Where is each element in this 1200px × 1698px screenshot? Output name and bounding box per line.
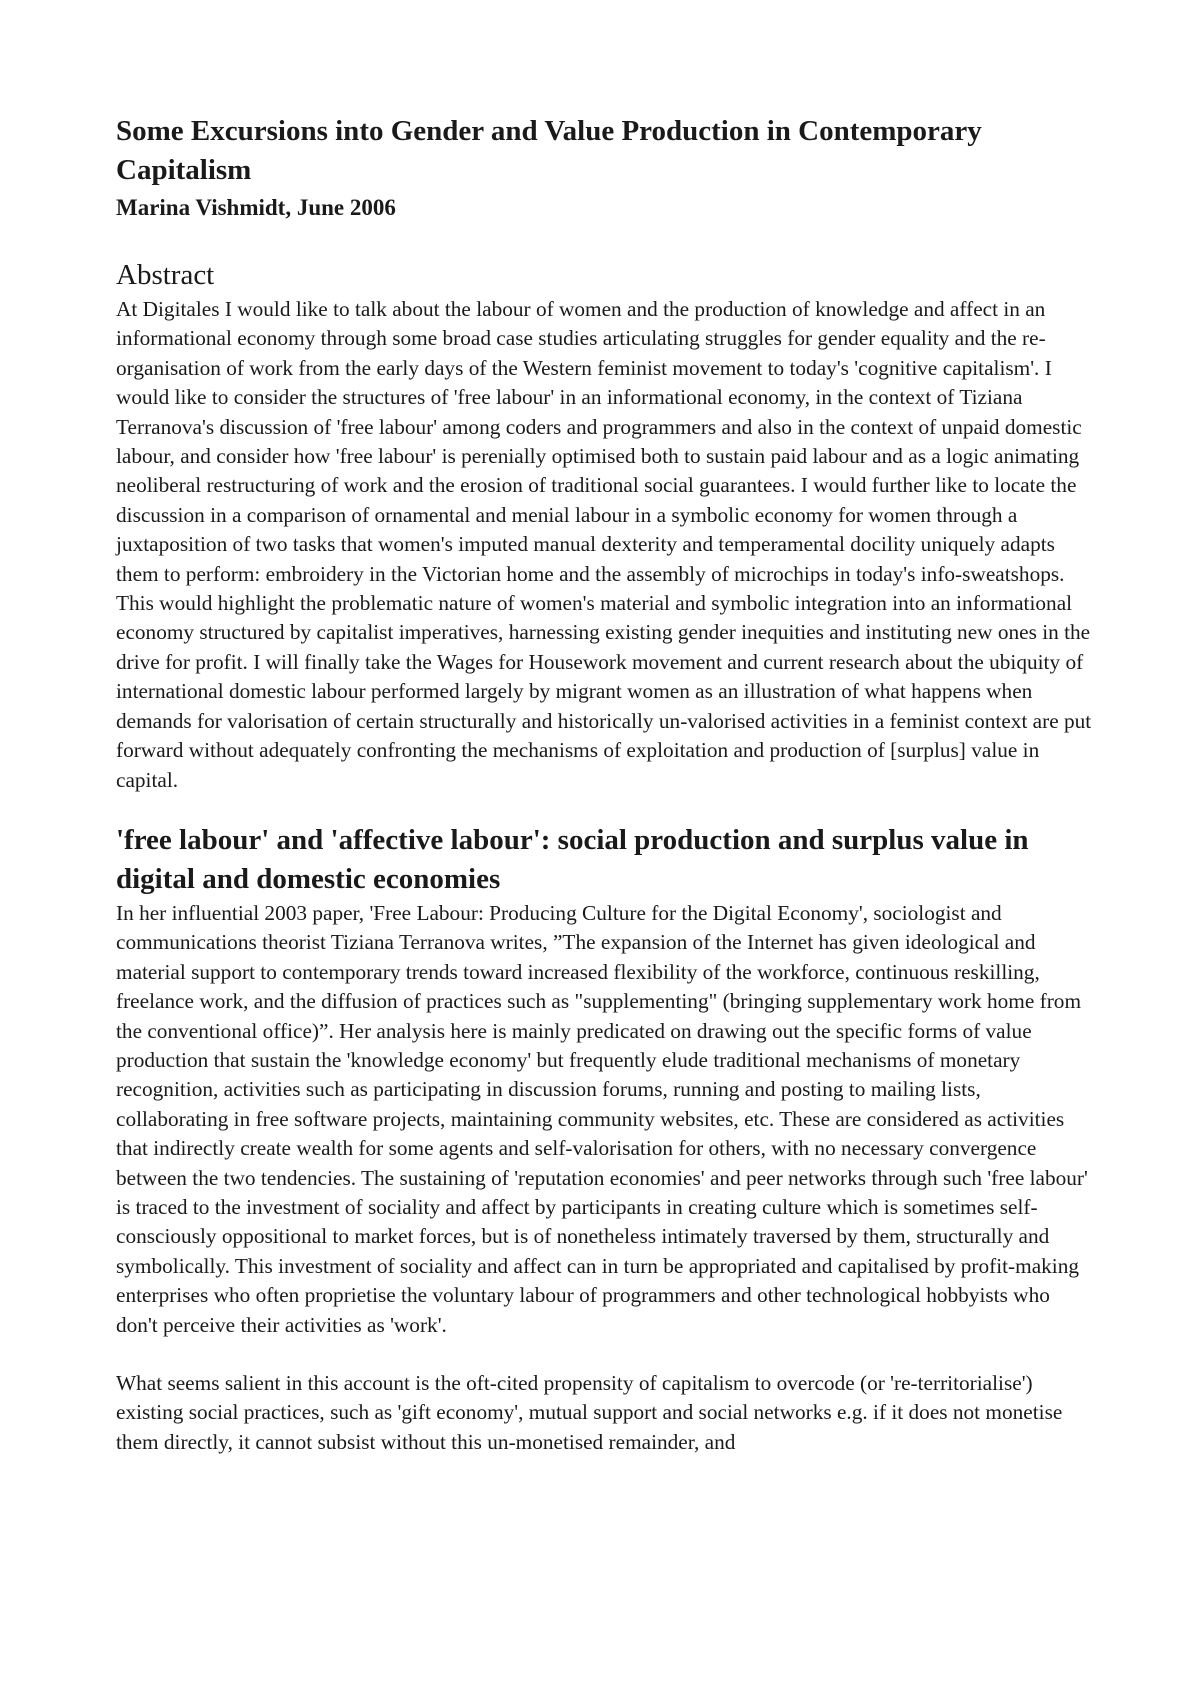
section-heading: 'free labour' and 'affective labour': social production and surplus value in digital and domestic economies xyxy=(116,823,1029,895)
body-paragraph: In her influential 2003 paper, 'Free Labour: Producing Culture for the Digital Economy', sociologist and communications theorist Tiziana Terranova writes, ”The expansion of the Internet has given ideological and material support to contemporary trends toward increased flexibility of the workforce, continuous reskilling, freelance work, and the diffusion of practices such as "supplementing" (bringing supplementary work home from the conventional office)”. Her analysis here is mainly predicated on drawing out the specific forms of value production that sustain the 'knowledge economy' but frequently elude traditional mechanisms of monetary recognition, activities such as participating in discussion forums, running and posting to mailing lists, collaborating in free software projects, maintaining community websites, etc. These are considered as activities that indirectly create wealth for some agents and self-valorisation for others, with no necessary convergence between the two tendencies. The sustaining of 'reputation economies' and peer networks through such 'free labour' is traced to the investment of sociality and affect by participants in creating culture which is sometimes self-consciously oppositional to market forces, but is of nonetheless intimately traversed by them, structurally and symbolically. This investment of sociality and affect can in turn be appropriated and capitalised by profit-making enterprises who often proprietise the voluntary labour of programmers and other technological hobbyists who don't perceive their activities as 'work'. xyxy=(116,900,1088,1337)
body-paragraph: What seems salient in this account is the oft-cited propensity of capitalism to overcode (or 're-territorialise') existing social practices, such as 'gift economy', mutual support and social networks e.g. if it does not monetise them directly, it cannot subsist without this un-monetised remainder, and xyxy=(116,1371,1063,1454)
abstract-heading: Abstract xyxy=(116,259,215,291)
author-line: Marina Vishmidt, June 2006 xyxy=(116,195,396,220)
abstract-paragraph: At Digitales I would like to talk about the labour of women and the production of knowledge and affect in an informational economy through some broad case studies articulating struggles for gender equality and the re-organisation of work from the early days of the Western feminist movement to today's 'cognitive capitalism'. I would like to consider the structures of 'free labour' in an informational economy, in the context of Tiziana Terranova's discussion of 'free labour' among coders and programmers and also in the context of unpaid domestic labour, and consider how 'free labour' is perenially optimised both to sustain paid labour and as a logic animating neoliberal restructuring of work and the erosion of traditional social guarantees. I would further like to locate the discussion in a comparison of ornamental and menial labour in a symbolic economy for women through a juxtaposition of two tasks that women's imputed manual dexterity and temperamental docility uniquely adapts them to perform: embroidery in the Victorian home and the assembly of microchips in today's info-sweatshops. This would highlight the problematic nature of women's material and symbolic integration into an informational economy structured by capitalist imperatives, harnessing existing gender inequities and instituting new ones in the drive for profit. I will finally take the Wages for Housework movement and current research about the ubiquity of international domestic labour performed largely by migrant women as an illustration of what happens when demands for valorisation of certain structurally and historically un-valorised activities in a feminist context are put forward without adequately confronting the mechanisms of exploitation and production of [surplus] value in capital. xyxy=(116,297,1092,792)
document-title: Some Excursions into Gender and Value Production in Contemporary Capitalism xyxy=(116,115,982,186)
document-page xyxy=(116,112,1096,1457)
